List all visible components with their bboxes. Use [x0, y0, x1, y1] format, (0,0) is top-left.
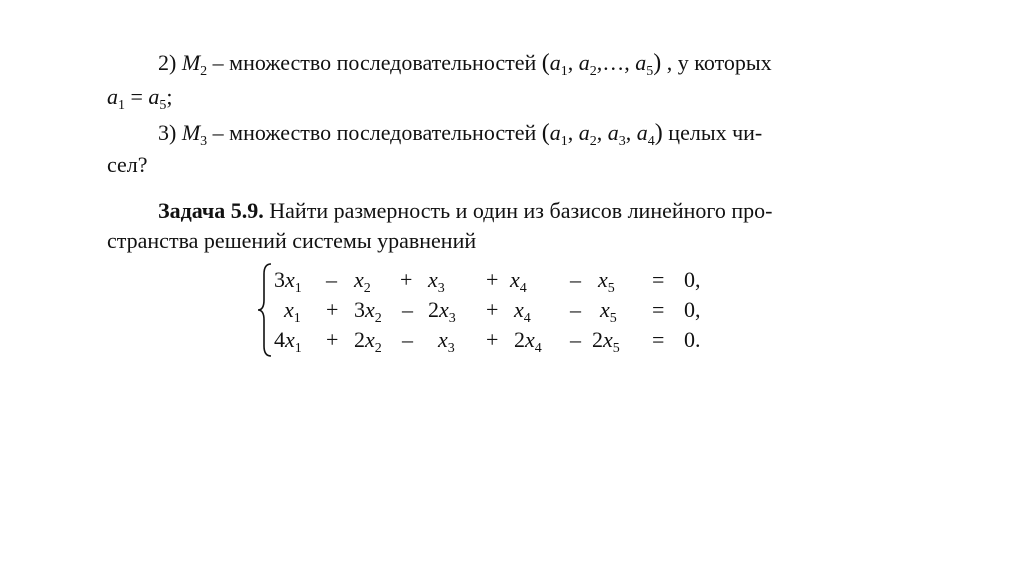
item-3-number: 3)	[158, 120, 177, 145]
task-label: Задача 5.9.	[158, 198, 264, 223]
item-2-tail: , у которых	[666, 50, 772, 75]
task-text-1: Найти размерность и один из базисов линейного про-	[269, 198, 773, 223]
set-index: 2	[200, 64, 208, 79]
item-2-text: – множество последовательностей	[212, 50, 537, 75]
item-3-tail: целых чи-	[668, 120, 763, 145]
set-symbol: M	[181, 50, 201, 75]
item-3-text: – множество последовательностей	[212, 120, 537, 145]
set-index: 3	[200, 134, 208, 149]
item-3-continuation: сел?	[107, 152, 148, 177]
item-2-condition: $a_1 = a_5$;	[107, 84, 173, 113]
item-2-line: 2) $M_2$ – множество последовательностей ($a_1$, $a_2,\dots$, $a_5$) , у которых	[158, 50, 772, 79]
item-2-number: 2)	[158, 50, 177, 75]
set-symbol: M	[181, 120, 201, 145]
task-line-1	[158, 198, 773, 224]
item-3-line: 3) $M_3$ – множество последовательностей ($a_1$, $a_2$, $a_3$, $a_4$) целых чи-	[158, 120, 763, 149]
system-brace	[256, 262, 274, 358]
task-line-2: странства решений системы уравнений	[107, 228, 477, 253]
